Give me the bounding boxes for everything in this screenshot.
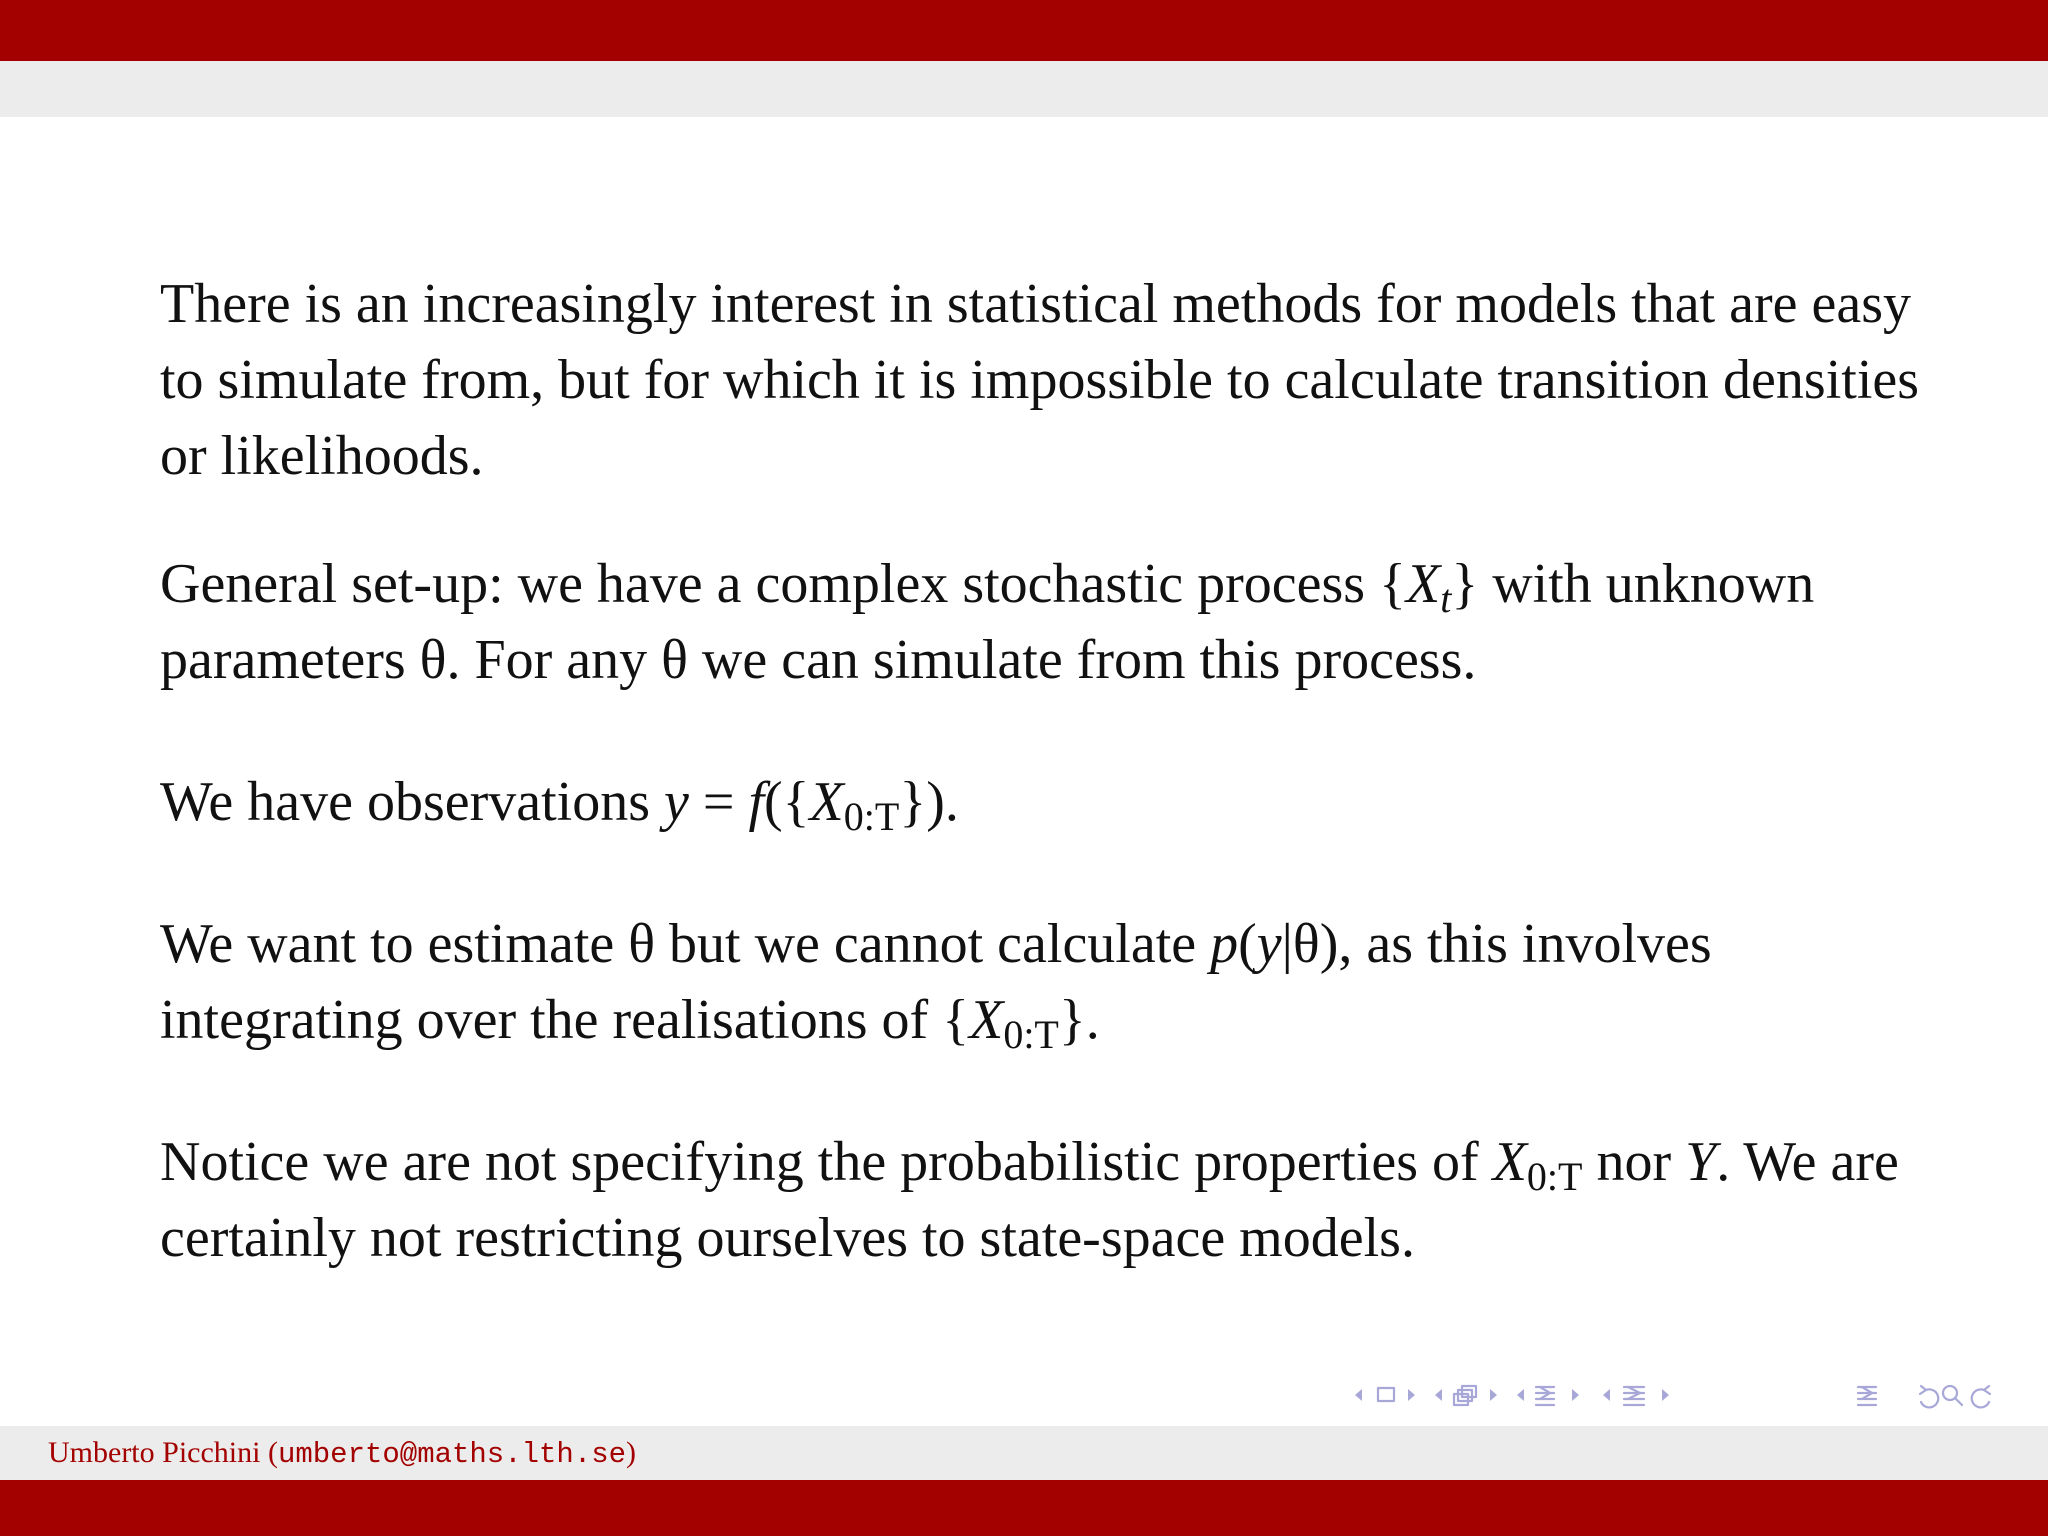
footer-author-line (48, 1432, 636, 1476)
next-subsection-arrow-icon[interactable] (1490, 1389, 1497, 1401)
math-given-theta: |θ) (1281, 913, 1339, 975)
doc-icon[interactable] (1624, 1387, 1644, 1405)
next-doc-arrow-icon[interactable] (1662, 1389, 1669, 1401)
slide-body (160, 266, 1920, 1328)
prev-doc-arrow-icon[interactable] (1603, 1389, 1610, 1401)
math-var-x: X (1405, 553, 1441, 615)
notice-text-c: . We are certainly not restricting ourselves to state-space models. (160, 1131, 1899, 1269)
period: . (944, 771, 959, 833)
math-paren-open: ( (1238, 913, 1257, 975)
back-icon[interactable] (1920, 1386, 1938, 1407)
math-var-y: y (1256, 913, 1282, 975)
prev-frame-arrow-icon[interactable] (1355, 1389, 1362, 1401)
math-sub-0t: 0:T (1526, 1154, 1583, 1199)
notice-text-a: Notice we are not specifying the probabilistic properties of (160, 1131, 1493, 1193)
paragraph-estimate (160, 906, 1920, 1058)
math-sub-0t: 0:T (843, 794, 900, 839)
est-text-b: , as this involves integrating over the realisations of (160, 913, 1712, 1051)
frame-box-icon[interactable] (1378, 1388, 1394, 1401)
header-band (0, 0, 2048, 61)
setup-text-b: with unknown parameters θ. For any θ we can simulate from this process. (160, 553, 1815, 691)
math-var-x: X (969, 989, 1004, 1051)
math-equals: = (688, 771, 749, 833)
subsection-icon[interactable] (1454, 1386, 1476, 1405)
brace-open: { (942, 989, 970, 1051)
footer-paren-close: ) (626, 1436, 637, 1469)
paragraph-observations (160, 764, 1920, 840)
section-icon[interactable] (1536, 1387, 1554, 1405)
math-var-y-upper: Y (1685, 1131, 1717, 1193)
paragraph-intro-text: There is an increasingly interest in statistical methods for models that are easy to simulate from, but for which it is impossible to calculate transition densities or likelihoods. (160, 273, 1920, 487)
math-sub-0t: 0:T (1003, 1012, 1059, 1057)
math-var-p: p (1210, 913, 1239, 975)
next-section-arrow-icon[interactable] (1572, 1389, 1579, 1401)
paragraph-intro (160, 266, 1920, 494)
setup-text-a: General set-up: we have a complex stochastic process (160, 553, 1380, 615)
notice-text-b: nor (1582, 1131, 1686, 1193)
beamer-navigation (1350, 1378, 2030, 1412)
math-paren-open: ({ (764, 771, 810, 833)
header-subband (0, 61, 2048, 117)
math-sub-t: t (1440, 576, 1452, 621)
math-var-f: f (748, 771, 765, 833)
bottom-band (0, 1480, 2048, 1536)
math-var-y: y (664, 771, 689, 833)
toc-icon[interactable] (1858, 1387, 1876, 1405)
obs-text-a: We have observations (160, 771, 664, 833)
brace-open: { (1379, 553, 1406, 615)
footer-email: umberto@maths.lth.se (277, 1438, 627, 1471)
est-text-a: We want to estimate θ but we cannot calculate (160, 913, 1211, 975)
prev-section-arrow-icon[interactable] (1517, 1389, 1524, 1401)
prev-subsection-arrow-icon[interactable] (1435, 1389, 1442, 1401)
next-frame-arrow-icon[interactable] (1408, 1389, 1415, 1401)
paragraph-setup (160, 546, 1920, 698)
math-paren-close: }) (899, 771, 945, 833)
math-var-x: X (809, 771, 844, 833)
footer-paren-open: ( (260, 1436, 278, 1469)
brace-close: } (1451, 553, 1479, 615)
math-var-x: X (1492, 1131, 1527, 1193)
forward-icon[interactable] (1972, 1386, 1990, 1407)
period: . (1085, 989, 1100, 1051)
search-icon[interactable] (1943, 1386, 1962, 1405)
navigation-symbols (1350, 1378, 2030, 1412)
footer-author: Umberto Picchini (48, 1436, 261, 1469)
paragraph-notice (160, 1124, 1920, 1276)
brace-close: } (1058, 989, 1086, 1051)
